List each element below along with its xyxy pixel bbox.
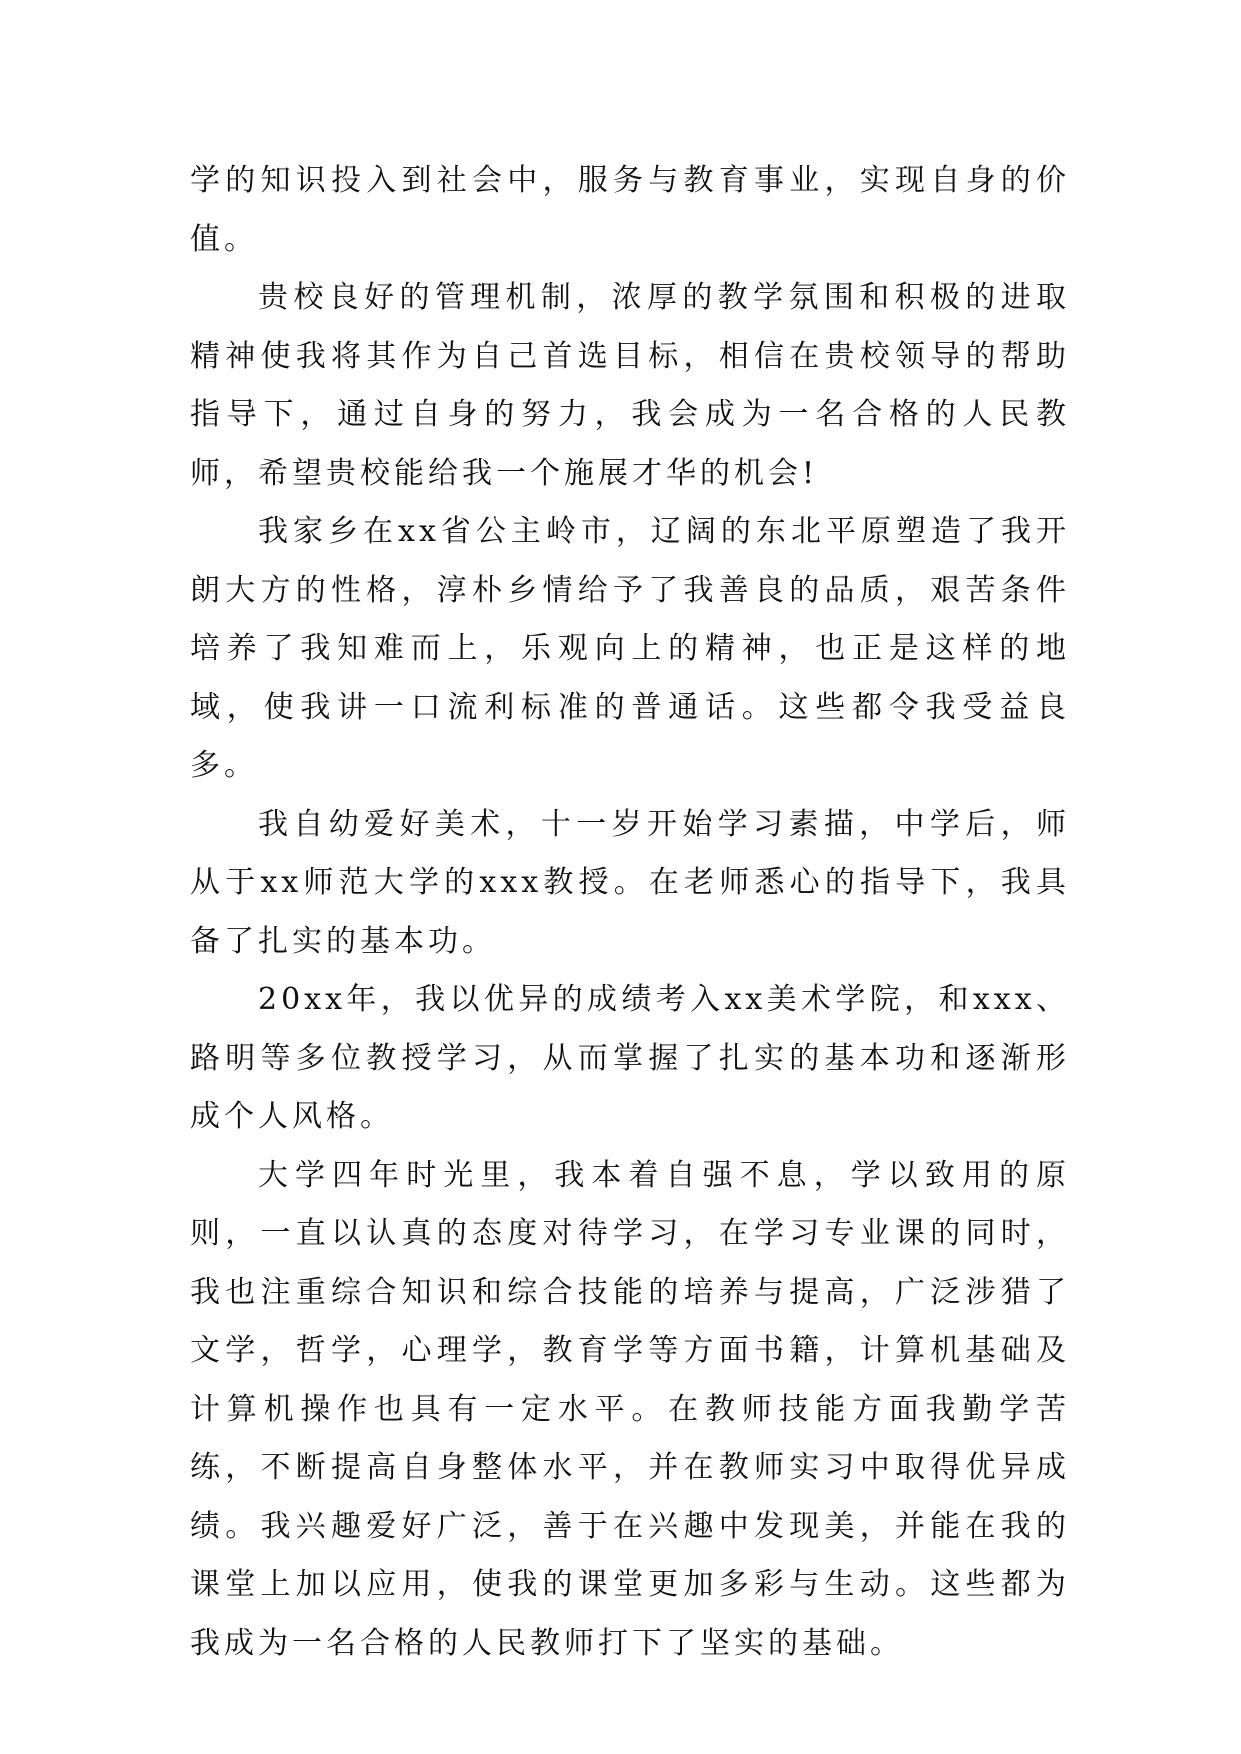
- paragraph-university-admission: 20xx年，我以优异的成绩考入xx美术学院，和xxx、路明等多位教授学习，从而掌握了扎实的基本功和逐渐形成个人风格。: [190, 982, 1070, 1134]
- paragraph-university-years: 大学四年时光里，我本着自强不息，学以致用的原则，一直以认真的态度对待学习，在学习专业课的同时，我也注重综合知识和综合技能的培养与提高，广泛涉猎了文学，哲学，心理学，教育学等方面书籍，计算机基础及计算机操作也具有一定水平。在教师技能方面我勤学苦练，不断提高自身整体水平，并在教师实习中取得优异成绩。我兴趣爱好广泛，善于在兴趣中发现美，并能在我的课堂上加以应用，使我的课堂更加多彩与生动。这些都为我成为一名合格的人民教师打下了坚实的基础。: [190, 1157, 1070, 1661]
- paragraph-continuation: 学的知识投入到社会中，服务与教育事业，实现自身的价值。: [190, 163, 1070, 257]
- document-body: [190, 152, 1070, 1673]
- paragraph-hometown: 我家乡在xx省公主岭市，辽阔的东北平原塑造了我开朗大方的性格，淳朴乡情给予了我善良的品质，艰苦条件培养了我知难而上，乐观向上的精神，也正是这样的地域，使我讲一口流利标准的普通话。这些都令我受益良多。: [190, 514, 1070, 783]
- paragraph-school-preference: 贵校良好的管理机制，浓厚的教学氛围和积极的进取精神使我将其作为自己首选目标，相信在贵校领导的帮助指导下，通过自身的努力，我会成为一名合格的人民教师，希望贵校能给我一个施展才华的机会!: [190, 280, 1070, 491]
- paragraph-art-background: 我自幼爱好美术，十一岁开始学习素描，中学后，师从于xx师范大学的xxx教授。在老师悉心的指导下，我具备了扎实的基本功。: [190, 806, 1070, 959]
